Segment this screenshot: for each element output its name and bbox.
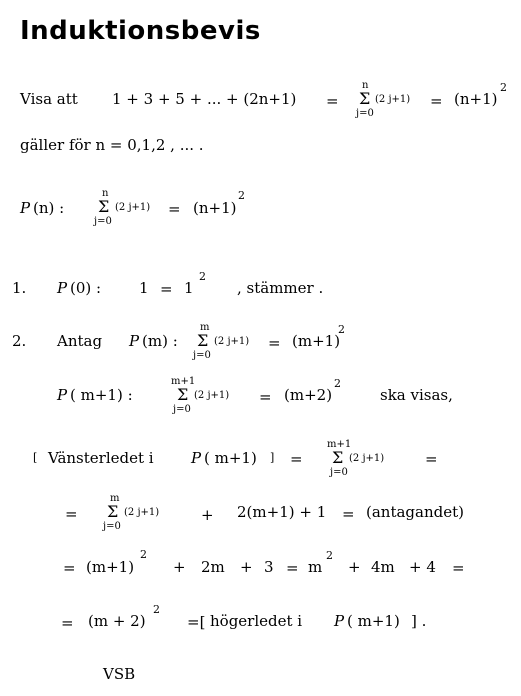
predicate-P: P — [20, 199, 31, 217]
plus-sign: + — [348, 558, 361, 576]
sum-upper-limit: n — [102, 188, 109, 199]
lhs-sum-expression: 1 + 3 + 5 + ... + (2n+1) — [112, 90, 297, 108]
rhs-exponent: 2 — [334, 377, 341, 390]
antag-label: Antag — [57, 332, 103, 350]
rhs-exponent: 2 — [199, 270, 206, 283]
predicate-arg: ( m+1) — [347, 612, 400, 630]
equals-sign: = — [290, 450, 303, 468]
equals-sign: = — [430, 92, 443, 110]
predicate-P: P — [129, 332, 140, 350]
close-bracket: ] — [270, 451, 275, 464]
equals-sign: = — [65, 505, 78, 523]
step-number: 1. — [12, 279, 27, 297]
term-3: 3 — [264, 558, 274, 576]
sum-lower-limit: j=0 — [173, 404, 191, 415]
sum-upper-limit: m+1 — [327, 439, 352, 450]
sum-upper-limit: m — [200, 322, 210, 333]
sigma-symbol: Σ — [107, 502, 119, 521]
plus-sign: + — [173, 558, 186, 576]
term-m: m — [308, 558, 323, 576]
predicate-P: P — [57, 279, 68, 297]
equals-sign: = — [168, 200, 181, 218]
sigma-symbol: Σ — [359, 89, 371, 108]
sum-lower-limit: j=0 — [94, 216, 112, 227]
equals-sign: = — [63, 559, 76, 577]
sum-upper-limit: m+1 — [171, 376, 196, 387]
rhs-exponent: 2 — [338, 323, 345, 336]
term-4m: 4m — [371, 558, 395, 576]
predicate-P: P — [334, 612, 345, 630]
equals-sign: = — [342, 505, 355, 523]
close-bracket-period: ] . — [411, 612, 427, 630]
sigma-symbol: Σ — [332, 448, 344, 467]
rhs-base: (m+1) — [292, 332, 341, 350]
antagandet-note: (antagandet) — [366, 503, 464, 521]
sigma-symbol: Σ — [98, 197, 110, 216]
equals-sign: = — [452, 559, 465, 577]
equals-sign: = — [425, 450, 438, 468]
term-plus-4: + 4 — [409, 558, 436, 576]
sum-lower-limit: j=0 — [330, 467, 348, 478]
term-base: (m+1) — [86, 558, 135, 576]
sum-upper-limit: m — [110, 493, 120, 504]
rhs-base: (m+2) — [284, 386, 333, 404]
galler-text: gäller för n = 0,1,2 , ... . — [20, 136, 204, 154]
predicate-arg: (m) : — [142, 332, 178, 350]
sum-term: (2 j+1) — [375, 94, 411, 105]
open-bracket: [ — [33, 451, 38, 464]
sum-term: (2 j+1) — [349, 453, 385, 464]
sum-lower-limit: j=0 — [193, 350, 211, 361]
rhs-exponent: 2 — [500, 81, 507, 94]
term-exponent: 2 — [326, 549, 333, 562]
sigma-symbol: Σ — [177, 385, 189, 404]
lhs-value: 1 — [139, 279, 149, 297]
predicate-arg: (n) : — [33, 199, 65, 217]
visa-att-label: Visa att — [20, 90, 78, 108]
plus-sign: + — [240, 558, 253, 576]
sum-lower-limit: j=0 — [356, 108, 374, 119]
rhs-base: (n+1) — [454, 90, 498, 108]
vansterledet-text: Vänsterledet i — [48, 449, 154, 467]
predicate-arg: ( m+1) : — [70, 386, 133, 404]
equals-sign: = — [259, 388, 272, 406]
equals-sign: = — [160, 280, 173, 298]
equals-sign: = — [326, 92, 339, 110]
sum-term: (2 j+1) — [124, 507, 160, 518]
equals-sign: = — [286, 559, 299, 577]
hogerledet-text: högerledet i — [210, 612, 303, 630]
term-exponent: 2 — [153, 603, 160, 616]
equals-bracket: =[ — [187, 613, 206, 631]
sum-term: (2 j+1) — [214, 336, 250, 347]
vsb-label: VSB — [103, 665, 136, 683]
sum-term: (2 j+1) — [115, 202, 151, 213]
step-note: , stämmer . — [237, 279, 324, 297]
equals-sign: = — [268, 334, 281, 352]
expression-rest: 2(m+1) + 1 — [237, 503, 327, 521]
predicate-P: P — [57, 386, 68, 404]
plus-sign: + — [201, 506, 214, 524]
term-base: (m + 2) — [88, 612, 146, 630]
term-exponent: 2 — [140, 548, 147, 561]
predicate-P: P — [191, 449, 202, 467]
term-2m: 2m — [201, 558, 225, 576]
step-number: 2. — [12, 332, 27, 350]
predicate-arg: ( m+1) — [204, 449, 257, 467]
sum-upper-limit: n — [362, 80, 369, 91]
rhs-base: (n+1) — [193, 199, 237, 217]
sum-lower-limit: j=0 — [103, 521, 121, 532]
rhs-exponent: 2 — [238, 189, 245, 202]
sum-term: (2 j+1) — [194, 390, 230, 401]
rhs-base: 1 — [184, 279, 194, 297]
step-note: ska visas, — [380, 386, 453, 404]
sigma-symbol: Σ — [197, 331, 209, 350]
page-title: Induktionsbevis — [20, 16, 261, 46]
predicate-arg: (0) : — [70, 279, 102, 297]
equals-sign: = — [61, 614, 74, 632]
